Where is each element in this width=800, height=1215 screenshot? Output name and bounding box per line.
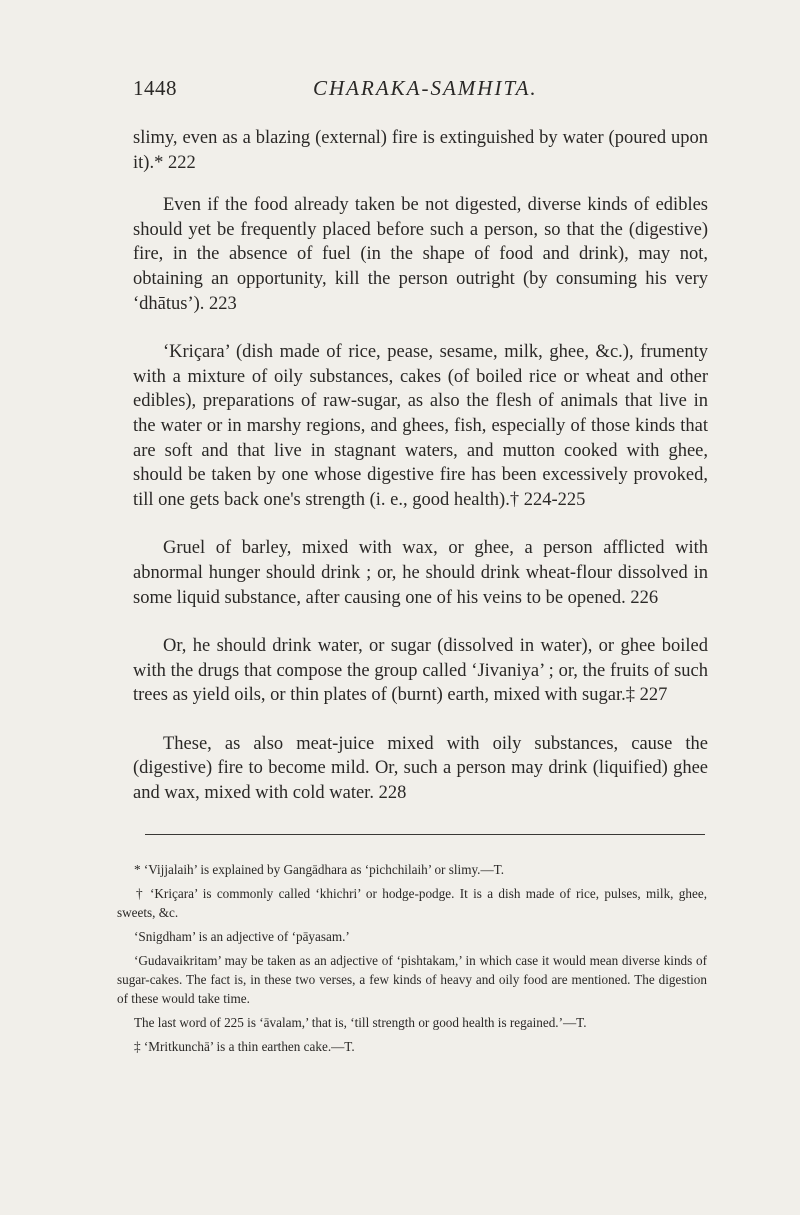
paragraph: Even if the food already taken be not digested, diverse kinds of edibles should yet be frequently placed before such a person, so that the (digestive) fire, in the absence of fuel (in the shape of food and drink), may not, obtaining an opportunity, kill the person outright (by consuming his very ‘dhātus’). 223 [133, 195, 708, 314]
footnote: * ‘Vijjalaih’ is explained by Gangādhara as ‘pichchilaih’ or slimy.—T. [134, 862, 505, 877]
footnote-divider [145, 834, 705, 835]
footnote: ‘Gudavaikritam’ may be taken as an adjective of ‘pishtakam,’ in which case it would mean diverse kinds of sugar-cakes. The fact is, in these two verses, a few kinds of heavy and oily food are mentioned. The digestion of these would take time. [117, 953, 707, 1006]
footnote: ‘Snigdham’ is an adjective of ‘pāyasam.’ [134, 929, 350, 944]
main-text [133, 126, 708, 830]
footnote: ‡ ‘Mritkunchā’ is a thin earthen cake.—T. [134, 1039, 355, 1054]
paragraph: These, as also meat-juice mixed with oily substances, cause the (digestive) fire to become mild. Or, such a person may drink (liquified) ghee and wax, mixed with cold water. 228 [133, 733, 708, 804]
paragraph: Gruel of barley, mixed with wax, or ghee, a person afflicted with abnormal hunger should drink ; or, he should drink wheat-flour dissolved in some liquid substance, after causing one of his veins to be opened. 226 [133, 538, 708, 608]
page-number: 1448 [133, 76, 177, 100]
footnotes [117, 860, 707, 1061]
footnote: The last word of 225 is ‘āvalam,’ that is, ‘till strength or good health is regained.’—T. [134, 1015, 587, 1030]
footnote: † ‘Kriçara’ is commonly called ‘khichri’ or hodge-podge. It is a dish made of rice, pulses, milk, ghee, sweets, &c. [117, 886, 707, 920]
running-title: CHARAKA-SAMHITA. [313, 76, 538, 100]
paragraph: slimy, even as a blazing (external) fire is extinguished by water (poured upon it).* 222 [133, 128, 708, 173]
paragraph: Or, he should drink water, or sugar (dissolved in water), or ghee boiled with the drugs that compose the group called ‘Jivaniya’ ; or, the fruits of such trees as yield oils, or thin plates of (burnt) earth, mixed with sugar.‡ 227 [133, 636, 708, 706]
page-header [133, 76, 708, 106]
paragraph: ‘Kriçara’ (dish made of rice, pease, sesame, milk, ghee, &c.), frumenty with a mixture of oily substances, cakes (of boiled rice or wheat and other edibles), preparations of raw-sugar, as also the flesh of animals that live in the water or in marshy regions, and ghees, fish, especially of those kinds that are soft and that live in stagnant waters, and mutton cooked with ghee, should be taken by one whose digestive fire has been excessively provoked, till one gets back one's strength (i. e., good health).† 224-225 [133, 342, 708, 510]
